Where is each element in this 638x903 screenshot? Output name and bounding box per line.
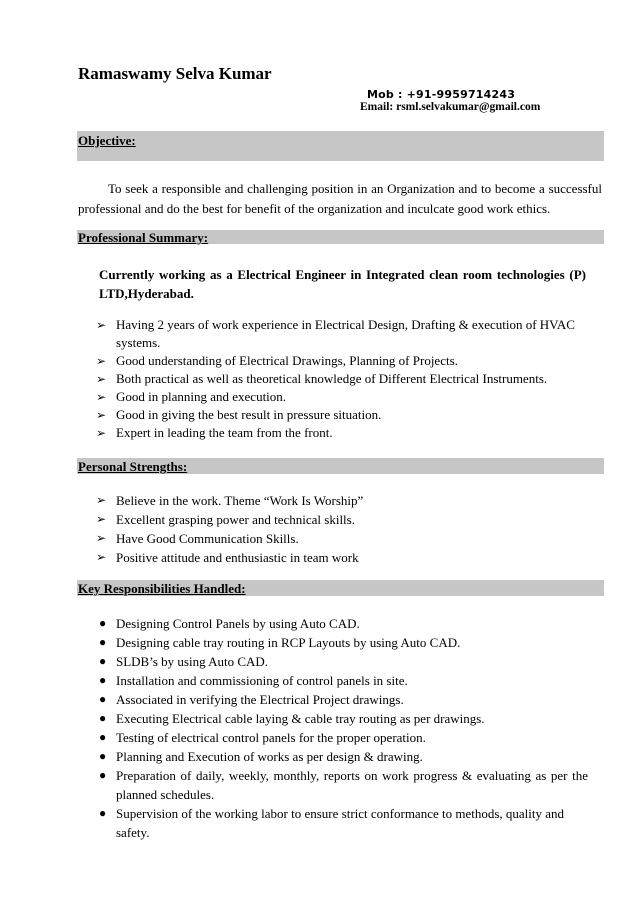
list-item: ● Planning and Execution of works as per design & drawing. xyxy=(99,749,423,764)
list-item: ● SLDB’s by using Auto CAD. xyxy=(99,654,269,669)
dot-bullet-icon: ● xyxy=(99,806,107,820)
list-item: ➢ Both practical as well as theoretical knowledge of Different Electrical Instruments. xyxy=(96,371,548,386)
list-item: ➢ Positive attitude and enthusiastic in team work xyxy=(96,550,359,565)
dot-bullet-icon: ● xyxy=(99,673,107,687)
mobile-number: Mob : +91-9959714243 xyxy=(367,88,516,101)
list-item: ● Supervision of the working labor to ensure strict conformance to methods, quality and safety. xyxy=(99,806,565,840)
list-item: ● Associated in verifying the Electrical Project drawings. xyxy=(99,692,404,707)
list-item: ➢ Have Good Communication Skills. xyxy=(96,531,299,546)
arrow-bullet-icon: ➢ xyxy=(96,493,107,507)
professional-summary-heading: Professional Summary: xyxy=(78,230,209,245)
key-responsibilities-heading-band xyxy=(77,580,604,596)
dot-bullet-icon: ● xyxy=(99,635,107,649)
dot-bullet-icon: ● xyxy=(99,768,107,782)
arrow-bullet-icon: ➢ xyxy=(96,408,107,422)
arrow-bullet-icon: ➢ xyxy=(96,372,107,386)
dot-bullet-icon: ● xyxy=(99,654,107,668)
list-item: ● Executing Electrical cable laying & cable tray routing as per drawings. xyxy=(99,711,485,726)
personal-strengths-heading: Personal Strengths: xyxy=(78,459,188,474)
arrow-bullet-icon: ➢ xyxy=(96,426,107,440)
email-address: Email: rsml.selvakumar@gmail.com xyxy=(360,101,541,113)
arrow-bullet-icon: ➢ xyxy=(96,390,107,404)
arrow-bullet-icon: ➢ xyxy=(96,531,107,545)
list-item: ➢ Good in giving the best result in pressure situation. xyxy=(96,407,382,422)
candidate-name: Ramaswamy Selva Kumar xyxy=(78,64,272,83)
dot-bullet-icon: ● xyxy=(99,692,107,706)
list-item: ● Designing cable tray routing in RCP Layouts by using Auto CAD. xyxy=(99,635,461,650)
professional-summary-heading-band xyxy=(77,230,604,244)
list-item: ➢ Good understanding of Electrical Drawings, Planning of Projects. xyxy=(96,353,458,368)
list-item: ➢ Believe in the work. Theme “Work Is Worship” xyxy=(96,493,364,508)
dot-bullet-icon: ● xyxy=(99,616,107,630)
professional-summary-list xyxy=(96,316,586,442)
list-item: ➢ Expert in leading the team from the front. xyxy=(96,425,333,440)
list-item: ➢ Having 2 years of work experience in Electrical Design, Drafting & execution of HVAC systems. xyxy=(96,317,575,350)
objective-heading: Objective: xyxy=(78,133,136,148)
list-item: ➢ Excellent grasping power and technical skills. xyxy=(96,512,355,527)
key-responsibilities-list xyxy=(96,614,588,842)
list-item: ● Designing Control Panels by using Auto CAD. xyxy=(99,616,360,631)
objective-heading-band xyxy=(77,131,604,161)
dot-bullet-icon: ● xyxy=(99,749,107,763)
professional-summary-lead: Currently working as a Electrical Engineer in Integrated clean room technologies (P) LTD,Hyderabad. xyxy=(99,267,586,301)
key-responsibilities-heading: Key Responsibilities Handled: xyxy=(78,581,246,596)
list-item: ● Testing of electrical control panels for the proper operation. xyxy=(99,730,426,745)
list-item: ● Installation and commissioning of control panels in site. xyxy=(99,673,408,688)
arrow-bullet-icon: ➢ xyxy=(96,512,107,526)
list-item: ● Preparation of daily, weekly, monthly, reports on work progress & evaluating as per the planned schedules. xyxy=(99,768,588,802)
objective-text: To seek a responsible and challenging position in an Organization and to become a successful professional and do the best for benefit of the organization and inculcate good work ethics. xyxy=(78,181,602,216)
arrow-bullet-icon: ➢ xyxy=(96,318,107,332)
dot-bullet-icon: ● xyxy=(99,711,107,725)
arrow-bullet-icon: ➢ xyxy=(96,550,107,564)
personal-strengths-heading-band xyxy=(77,458,604,474)
personal-strengths-list xyxy=(96,491,586,567)
arrow-bullet-icon: ➢ xyxy=(96,354,107,368)
list-item: ➢ Good in planning and execution. xyxy=(96,389,287,404)
dot-bullet-icon: ● xyxy=(99,730,107,744)
